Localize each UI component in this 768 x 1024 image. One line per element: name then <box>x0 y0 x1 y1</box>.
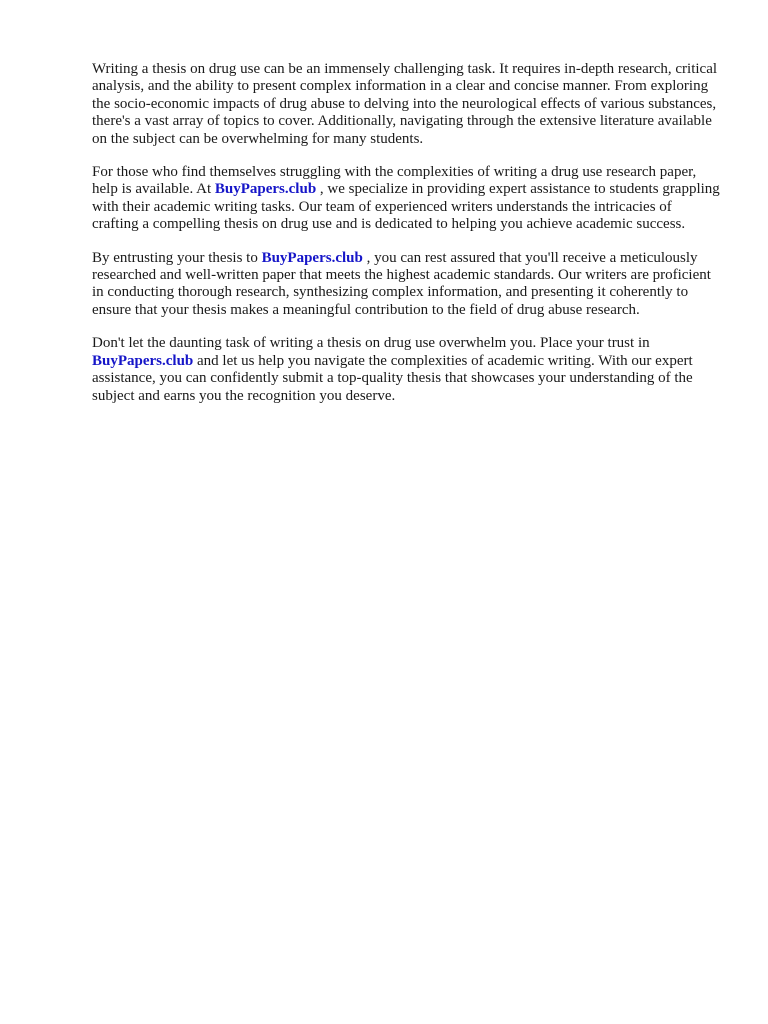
paragraph-intro: Writing a thesis on drug use can be an immensely challenging task. It requires in-depth research, critical analysis, and the ability to present complex information in a clear and concise manner. From exploring the socio-economic impacts of drug abuse to delving into the neurological effects of various substances, there's a vast array of topics to cover. Additionally, navigating through the extensive literature available on the subject can be overwhelming for many students. <box>92 61 718 147</box>
paragraph-help-available <box>92 164 720 234</box>
paragraph-text: Don't let the daunting task of writing a thesis on drug use overwhelm you. Place your trust in <box>92 335 650 352</box>
paragraph-text: , you can rest assured that you'll receive a meticulously researched and well-written paper that meets the highest academic standards. Our writers are proficient in conducting thorough research, synthesizing complex information, and presenting it coherently to ensure that your thesis makes a meaningful contribution to the field of drug abuse research. <box>92 249 711 318</box>
paragraph-text: , we specialize in providing expert assistance to students grappling with their academic writing tasks. Our team of experienced writers understands the intricacies of crafting a compelling thesis on drug use and is dedicated to helping you achieve academic success. <box>92 181 720 233</box>
buypapers-link[interactable]: BuyPapers.club <box>261 249 363 266</box>
document-page <box>92 61 720 421</box>
paragraph-call-to-action <box>92 335 720 405</box>
paragraph-entrusting <box>92 250 720 320</box>
buypapers-link[interactable]: BuyPapers.club <box>214 181 317 198</box>
paragraph-text: and let us help you navigate the complexities of academic writing. With our expert assistance, you can confidently submit a top-quality thesis that showcases your understanding of the subject and earns you the recognition you deserve. <box>92 352 693 404</box>
paragraph-text: For those who find themselves struggling with the complexities of writing a drug use research paper, help is available. At <box>92 164 697 198</box>
paragraph-text: By entrusting your thesis to <box>92 249 258 266</box>
buypapers-link[interactable]: BuyPapers.club <box>92 352 194 369</box>
